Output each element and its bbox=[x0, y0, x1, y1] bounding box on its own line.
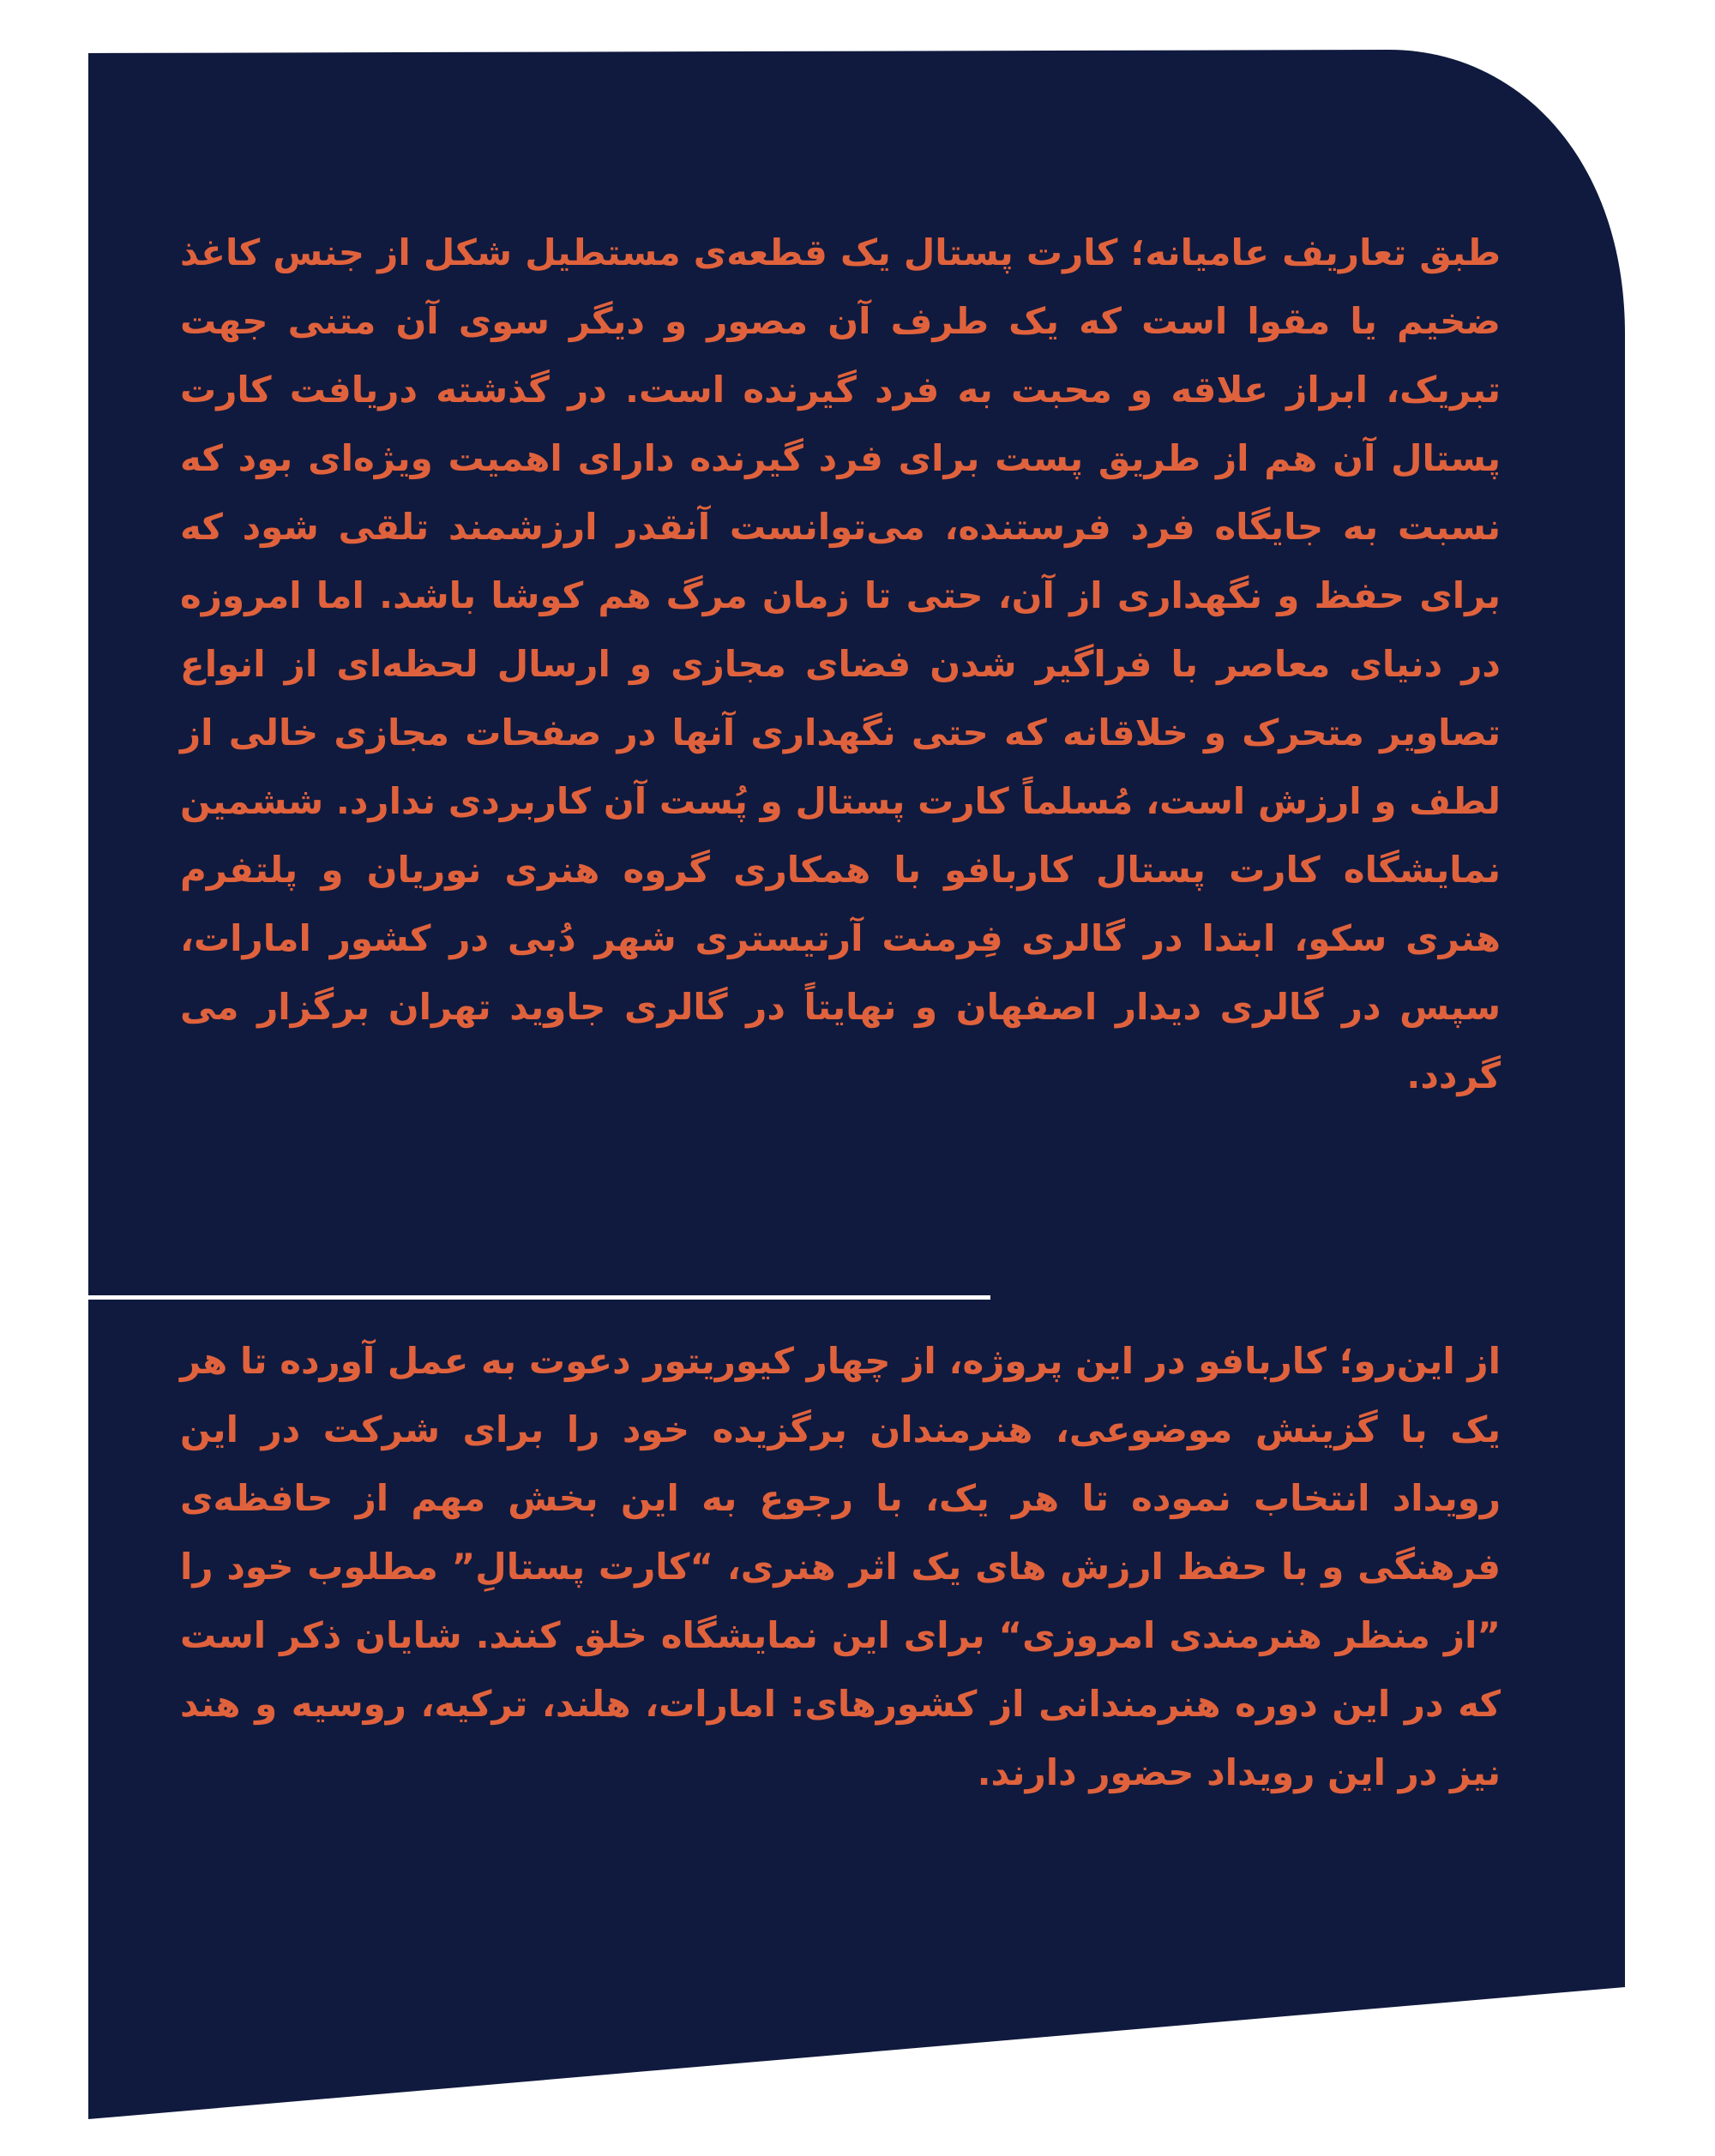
section-divider bbox=[88, 1295, 990, 1300]
article-paragraph-2: از این‌رو؛ کاربافو در این پروژه، از چهار کیوریتور دعوت به عمل آورده تا هر یک با گزینش موضوعی، هنرمندان برگزیده خود را برای شرکت در این رویداد انتخاب نموده تا هر یک، با رجوع به این بخش مهم از حافظه‌ی فرهنگی و با حفظ ارزش های یک اثر هنری، “کارت پستالِ” مطلوب خود را ”از منظر هنرمندی امروزی“ برای این نمایشگاه خلق کنند. شایان ذکر است که در این دوره هنرمندانی از کشورهای: امارات، هلند، ترکیه، روسیه و هند نیز در این رویداد حضور دارند. bbox=[180, 1340, 1501, 1793]
article-paragraph-1: طبق تعاریف عامیانه؛ کارت پستال یک قطعه‌ی مستطیل شکل از جنس کاغذ ضخیم یا مقوا است که یک طرف آن مصور و دیگر سوی آن متنی جهت تبریک، ابراز علاقه و محبت به فرد گیرنده است. در گذشته دریافت کارت پستال آن هم از طریق پست برای فرد گیرنده دارای اهمیت ویژه‌ای بود که نسبت به جایگاه فرد فرستنده، می‌توانست آنقدر ارزشمند تلقی شود که برای حفظ و نگهداری از آن، حتی تا زمان مرگ هم کوشا باشد. اما امروزه در دنیای معاصر با فراگیر شدن فضای مجازی و ارسال لحظه‌ای از انواع تصاویر متحرک و خلاقانه که حتی نگهداری آنها در صفحات مجازی خالی از لطف و ارزش است، مُسلماً کارت پستال و پُست آن کاربردی ندارد. ششمین نمایشگاه کارت پستال کاربافو با همکاری گروه هنری نوریان و پلتفرم هنری سکو، ابتدا در گالری فِرمنت آرتیستری شهر دُبی در کشور امارات، سپس در گالری دیدار اصفهان و نهایتاً در گالری جاوید تهران برگزار می گردد. bbox=[180, 231, 1501, 1096]
